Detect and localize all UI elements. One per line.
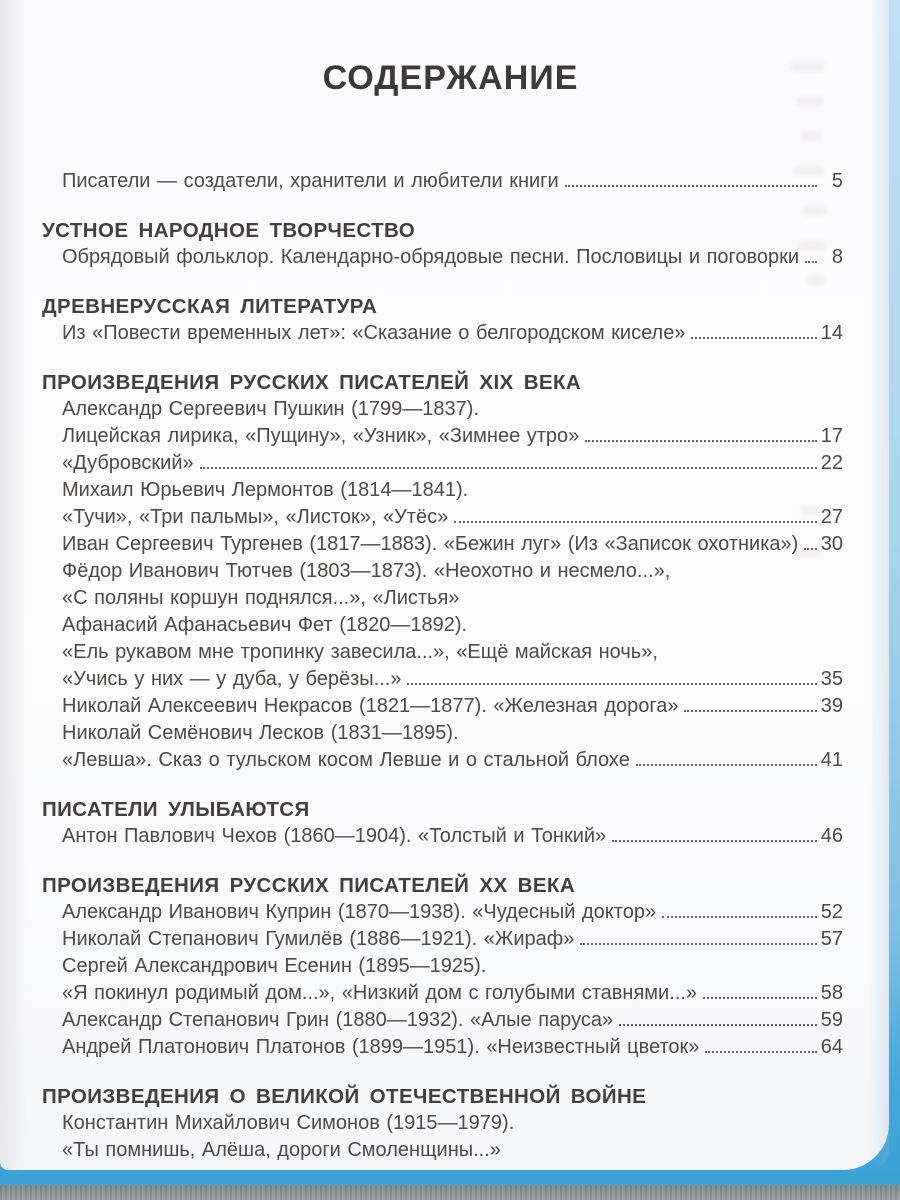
toc-entry-text: Сергей Александрович Есенин (1895—1925). [62,955,487,977]
bleed-through-mark [796,96,824,106]
toc-entry-text: Николай Алексеевич Некрасов (1821—1877). «Железная дорога» [62,695,679,717]
toc-section [42,293,843,347]
toc-entry [42,926,843,953]
toc-entry [42,980,843,1007]
toc-entry-text: «Левша». Сказ о тульском косом Левше и о стальной блохе [62,749,630,771]
toc-entry [42,1137,843,1164]
toc-section-heading: УСТНОЕ НАРОДНОЕ ТВОРЧЕСТВО [42,219,416,242]
dotted-leader [200,467,817,469]
toc-entry-text: Фёдор Иванович Тютчев (1803—1873). «Неохотно и несмело...», [62,560,671,582]
toc-entry-text: Михаил Юрьевич Лермонтов (1814—1841). [62,479,469,501]
toc-entry [42,693,843,720]
toc-section-heading: ПРОИЗВЕДЕНИЯ РУССКИХ ПИСАТЕЛЕЙ XIX ВЕКА [42,371,582,394]
toc-entry [42,612,843,639]
dotted-leader [585,440,817,442]
toc-section [42,217,843,271]
toc-page-number: 58 [820,982,843,1004]
toc-entry [42,531,843,558]
toc-entry [42,1110,843,1137]
table-surface [0,1185,900,1200]
toc-entry-text: Иван Сергеевич Тургенев (1817—1883). «Бежин луг» (Из «Записок охотника») [62,533,799,555]
toc-section [42,872,843,1061]
toc-entry [42,585,843,612]
toc-entry [42,639,843,666]
dotted-leader [454,521,817,523]
toc-entry [42,747,843,774]
dotted-leader [805,261,817,263]
toc-entry [42,168,843,195]
dotted-leader [619,1024,817,1026]
bleed-through-mark [803,206,827,216]
toc-entry [42,720,843,747]
toc-section-heading: ДРЕВНЕРУССКАЯ ЛИТЕРАТУРА [42,295,378,318]
toc-entry-text: Александр Степанович Грин (1880—1932). «Алые паруса» [62,1009,614,1031]
dotted-leader [684,710,817,712]
toc-section [42,796,843,850]
toc-page-number: 39 [820,695,843,717]
dotted-leader [612,840,817,842]
toc-page-number: 27 [820,506,843,528]
toc-page-number: 35 [820,668,843,690]
toc-page-number: 8 [831,246,843,268]
toc-page-number: 17 [820,425,843,447]
toc-entry-text: Лицейская лирика, «Пущину», «Узник», «Зимнее утро» [62,425,580,447]
toc-entry-text: «Дубровский» [62,452,194,474]
toc-page-number: 46 [820,825,843,847]
toc-entry [42,1007,843,1034]
dotted-leader [662,916,817,918]
bleed-through-mark [806,276,826,286]
toc-page-number: 52 [820,901,843,923]
toc-page-number: 64 [820,1036,843,1058]
dotted-leader [407,683,817,685]
page-edge-sheen [869,0,889,1170]
toc-entry-text: Николай Семёнович Лесков (1831—1895). [62,722,459,744]
toc-entry-text: «Ель рукавом мне тропинку завесила...», «Ещё майская ночь», [62,641,658,663]
toc [42,168,843,1164]
toc-entry-text: Константин Михайлович Симонов (1915—1979). [62,1112,515,1134]
toc-entry-text: Обрядовый фольклор. Календарно-обрядовые песни. Пословицы и поговорки [62,246,800,268]
toc-entry [42,504,843,531]
toc-page-number: 30 [820,533,843,555]
toc-page-number: 22 [820,452,843,474]
toc-entry [42,823,843,850]
toc-section-heading: ПИСАТЕЛИ УЛЫБАЮТСЯ [42,798,310,821]
dotted-leader [636,764,817,766]
toc-page-number: 5 [831,170,843,192]
page-binding-shadow [0,0,26,1170]
toc-entry-text: «С поляны коршун поднялся...», «Листья» [62,587,460,609]
bleed-through-mark [797,241,827,251]
bleed-through-mark [795,548,821,557]
toc-entry-text: «Ты помнишь, Алёша, дороги Смоленщины...» [62,1139,501,1161]
bleed-through-mark [800,131,822,141]
toc-page-number: 57 [820,928,843,950]
toc-entry [42,244,843,271]
toc-entry-text: Писатели — создатели, хранители и любители книги [62,170,559,192]
toc-entry-text: Антон Павлович Чехов (1860—1904). «Толстый и Тонкий» [62,825,607,847]
toc-entry [42,558,843,585]
page-title: СОДЕРЖАНИЕ [322,59,579,97]
toc-page-number: 14 [820,322,843,344]
toc-entry-text: Афанасий Афанасьевич Фет (1820—1892). [62,614,468,636]
toc-section [42,369,843,774]
toc-entry [42,953,843,980]
toc-entry-text: «Тучи», «Три пальмы», «Листок», «Утёс» [62,506,449,528]
dotted-leader [565,185,817,187]
toc-entry-text: Александр Иванович Куприн (1870—1938). «Чудесный доктор» [62,901,657,923]
toc-section-heading: ПРОИЗВЕДЕНИЯ РУССКИХ ПИСАТЕЛЕЙ XX ВЕКА [42,874,576,897]
toc-entry-text: Александр Сергеевич Пушкин (1799—1837). [62,398,479,420]
toc-entry [42,450,843,477]
toc-entry [42,423,843,450]
toc-entry-text: «Учись у них — у дуба, у берёзы...» [62,668,402,690]
toc-entry-text: «Я покинул родимый дом...», «Низкий дом с голубыми ставнями...» [62,982,698,1004]
dotted-leader [691,337,817,339]
toc-entry-text: Николай Степанович Гумилёв (1886—1921). «Жираф» [62,928,575,950]
toc-entry [42,666,843,693]
toc-entry-text: Андрей Платонович Платонов (1899—1951). «Неизвестный цветок» [62,1036,700,1058]
toc-entry [42,899,843,926]
dotted-leader [705,1051,817,1053]
toc-section-heading: ПРОИЗВЕДЕНИЯ О ВЕЛИКОЙ ОТЕЧЕСТВЕННОЙ ВОЙНЕ [42,1085,647,1108]
dotted-leader [703,997,817,999]
toc-section [42,1083,843,1164]
toc-entry [42,320,843,347]
toc-section [42,168,843,195]
bleed-through-mark [793,166,825,176]
toc-entry [42,1034,843,1061]
toc-page-number: 41 [820,749,843,771]
bleed-through-mark [790,62,826,73]
bleed-through-mark [800,506,822,515]
dotted-leader [580,943,817,945]
toc-entry [42,477,843,504]
toc-page-number: 59 [820,1009,843,1031]
toc-entry [42,396,843,423]
toc-entry-text: Из «Повести временных лет»: «Сказание о белгородском киселе» [62,322,686,344]
